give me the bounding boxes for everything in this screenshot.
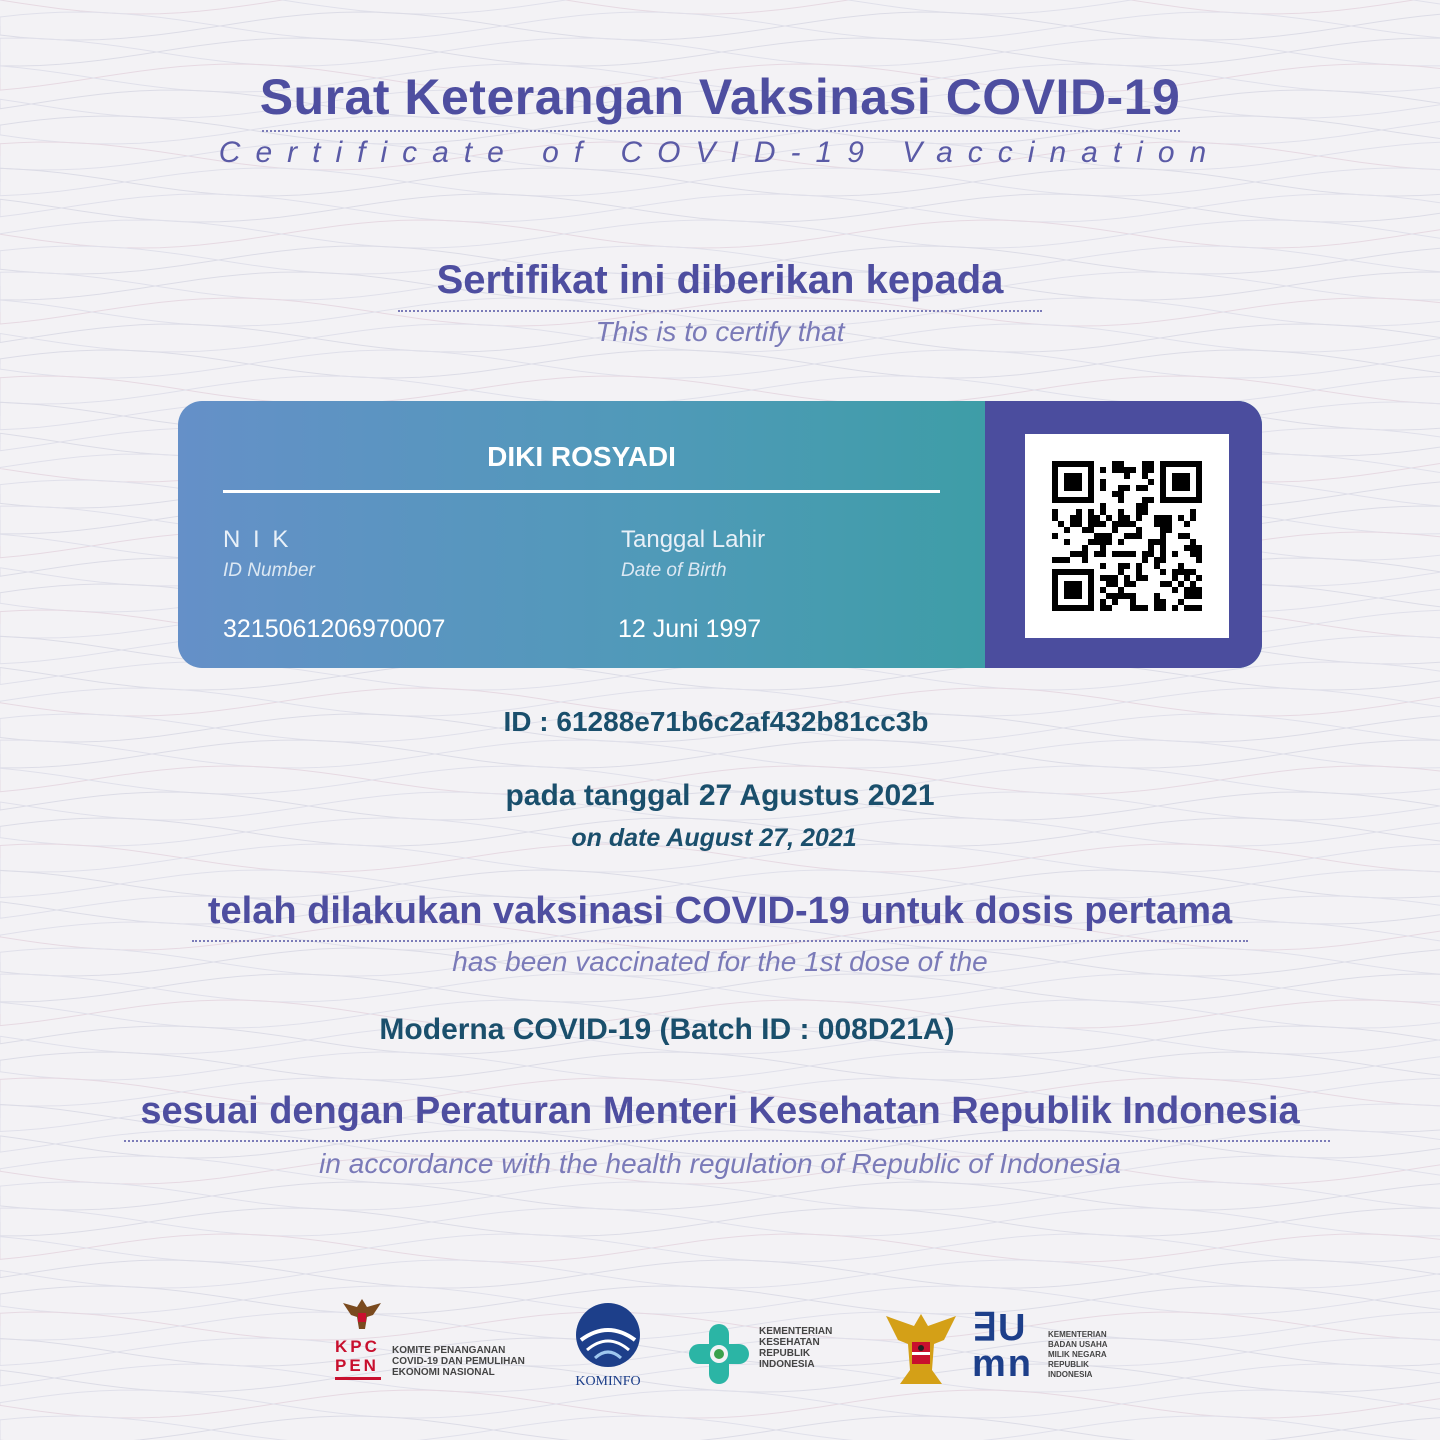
vaccination-date-en: on date August 27, 2021 (571, 824, 857, 852)
title-divider (262, 130, 1180, 132)
qr-code-icon (1025, 434, 1229, 638)
kemenkes-logo (685, 1320, 845, 1400)
vaccine-name: Moderna COVID-19 (Batch ID : 008D21A) (379, 1013, 955, 1046)
garuda-logo (880, 1310, 965, 1390)
qr-code[interactable] (1025, 434, 1229, 638)
bumn-text: KEMENTERIAN BADAN USAHA MILIK NEGARA REPUBLIK INDONESIA (1048, 1330, 1108, 1379)
dob-value: 12 Juni 1997 (618, 615, 762, 643)
regulation-heading: sesuai dengan Peraturan Menteri Kesehatan Republik Indonesia (140, 1090, 1300, 1132)
regulation-divider (124, 1140, 1330, 1142)
dose-divider (192, 940, 1248, 942)
nik-label-en: ID Number (223, 560, 315, 581)
kpcpen-text: KOMITE PENANGANAN COVID-19 DAN PEMULIHAN EKONOMI NASIONAL (392, 1345, 525, 1378)
intro-heading: Sertifikat ini diberikan kepada (436, 258, 1004, 302)
dob-label-en: Date of Birth (621, 560, 727, 581)
kpcpen-logo: KPC PEN KOMITE PENANGANAN COVID-19 DAN PEMULIHAN EKONOMI NASIONAL (335, 1295, 535, 1395)
kemenkes-text: KEMENTERIAN KESEHATAN REPUBLIK INDONESIA (759, 1326, 833, 1370)
qr-panel (985, 401, 1262, 668)
intro-divider (398, 310, 1042, 312)
document-title: Surat Keterangan Vaksinasi COVID-19 (259, 69, 1181, 125)
nik-value: 3215061206970007 (223, 615, 446, 643)
dob-label: Tanggal Lahir (621, 526, 766, 553)
bumn-logo: ∃U mn KEMENTERIAN BADAN USAHA MILIK NEGARA REPUBLIK INDONESIA (972, 1310, 1122, 1390)
name-underline (223, 490, 940, 493)
garuda-pancasila-icon (880, 1310, 962, 1390)
certificate-id: ID : 61288e71b6c2af432b81cc3b (503, 706, 929, 737)
nik-label: N I K (223, 526, 292, 553)
dose-subheading: has been vaccinated for the 1st dose of the (452, 946, 988, 977)
document-subtitle: Certificate of COVID-19 Vaccination (218, 136, 1222, 169)
regulation-subheading: in accordance with the health regulation of Republic of Indonesia (319, 1148, 1121, 1179)
identity-card (178, 401, 1262, 668)
kemenkes-icon (685, 1320, 753, 1388)
dose-heading: telah dilakukan vaksinasi COVID-19 untuk dosis pertama (207, 890, 1233, 932)
kominfo-logo (565, 1300, 655, 1400)
garuda-small-icon (337, 1295, 387, 1335)
holder-name: DIKI ROSYADI (487, 441, 676, 472)
kominfo-text: KOMINFO (575, 1374, 641, 1389)
logo-strip (0, 1290, 1440, 1410)
kominfo-icon (573, 1300, 643, 1370)
intro-subheading: This is to certify that (595, 316, 845, 347)
vaccination-date: pada tanggal 27 Agustus 2021 (505, 779, 935, 812)
